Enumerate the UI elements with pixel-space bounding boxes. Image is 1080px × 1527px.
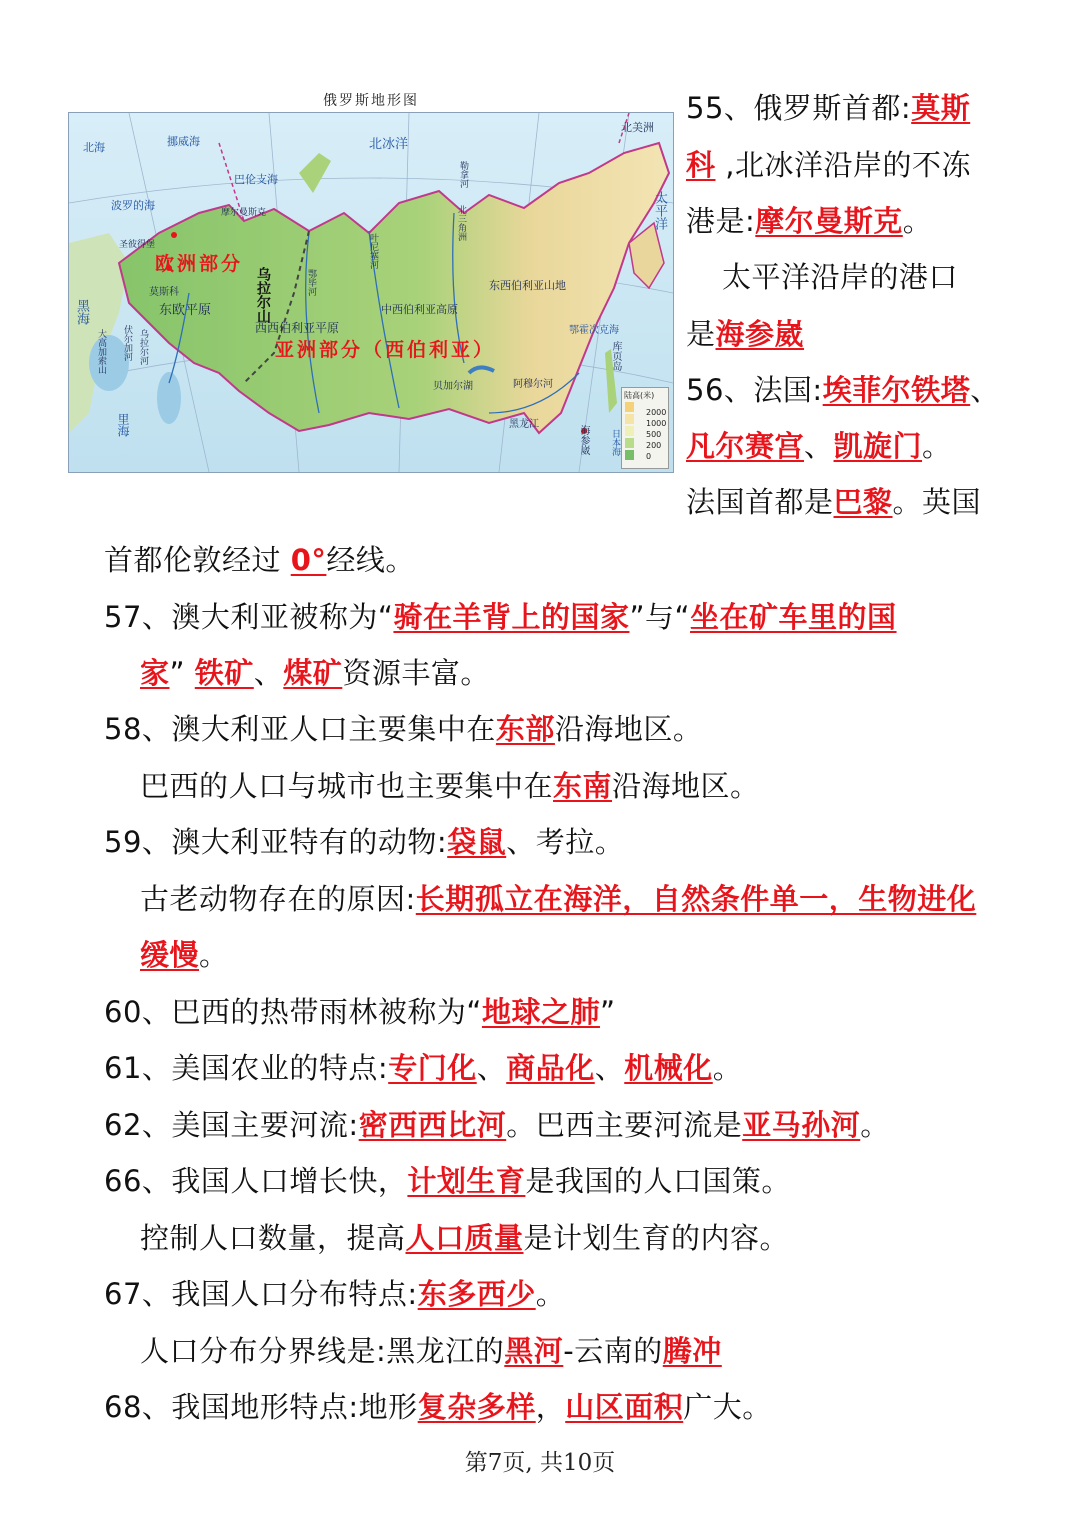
answer-arc: 凯旋门 (833, 429, 923, 463)
map-label-east-siberian-mountains: 东西伯利亚山地 (489, 279, 566, 292)
map-label-west-siberian-plain: 西西伯利亚平原 (255, 321, 340, 335)
map-label-north-america: 北美洲 (621, 121, 654, 134)
map-label-norwegian-sea: 挪威海 (167, 135, 200, 148)
map-label-sea-of-japan: 日本海 (610, 429, 620, 456)
q59-line-3: 缓慢。 (140, 938, 229, 972)
answer-moscow-end: 科 (686, 148, 716, 182)
map-label-sakhalin: 库页岛 (610, 341, 621, 371)
map-label-ob-river: 鄂毕河 (306, 269, 316, 296)
answer-mississippi: 密西西比河 (358, 1108, 507, 1142)
answer-iron: 铁矿 (194, 656, 254, 690)
q55-line-4: 太平洋沿岸的港口 (722, 260, 959, 294)
map-label-moscow: 莫斯科 (149, 287, 179, 298)
answer-moscow: 莫斯 (911, 91, 971, 125)
map-label-black-sea: 黑海 (74, 299, 89, 325)
q57-line-2: 家” 铁矿、煤矿资源丰富。 (140, 656, 490, 690)
answer-paris: 巴黎 (833, 485, 893, 519)
map-label-st-petersburg: 圣彼得堡 (119, 240, 156, 250)
elevation-legend (621, 387, 669, 469)
map-label-volga: 伏尔加河 (122, 325, 132, 361)
q55-line-3: 港是:摩尔曼斯克。 (686, 204, 933, 238)
map-label-arctic-ocean: 北冰洋 (369, 137, 409, 152)
legend-value: 1000 (646, 419, 667, 428)
page-footer: 第7页, 共10页 (464, 1450, 616, 1476)
answer-specialized: 专门化 (388, 1051, 477, 1085)
answer-southeast: 东南 (553, 769, 613, 803)
q59-line-1: 59、澳大利亚特有的动物:袋鼠、考拉。 (104, 825, 625, 859)
russia-terrain-map (68, 88, 674, 473)
map-label-amur: 阿穆尔河 (513, 379, 553, 390)
map-label-baltic-sea: 波罗的海 (111, 199, 155, 212)
answer-family-planning: 计划生育 (407, 1164, 526, 1198)
map-label-east-european-plain: 东欧平原 (159, 303, 212, 318)
q68-line: 68、我国地形特点:地形复杂多样，山区面积广大。 (104, 1390, 772, 1424)
map-label-heilongjiang: 黑龙江 (509, 419, 539, 430)
q56-line-1: 56、法国:埃菲尔铁塔、 (686, 373, 1000, 407)
answer-east-more-west-less: 东多西少 (417, 1277, 536, 1311)
map-label-lena: 勒拿河 (458, 161, 468, 188)
legend-value: 0 (646, 452, 652, 461)
map-label-caucasus: 大高加索山 (96, 329, 106, 374)
answer-east: 东部 (495, 712, 555, 746)
q59-line-2: 古老动物存在的原因:长期孤立在海洋，自然条件单一，生物进化 (140, 882, 977, 916)
q66-line-2: 控制人口数量，提高人口质量是计划生育的内容。 (140, 1221, 790, 1255)
q56-line-2: 凡尔赛宫、凯旋门。 (686, 429, 952, 463)
q61-line: 61、美国农业的特点:专门化、商品化、机械化。 (104, 1051, 743, 1085)
map-label-baikal: 贝加尔湖 (433, 381, 473, 392)
map-title: 俄罗斯地形图 (323, 93, 419, 109)
q60-line: 60、巴西的热带雨林被称为“地球之肺” (104, 995, 616, 1029)
map-label-caspian: 里海 (116, 413, 130, 437)
map-frame (68, 112, 674, 473)
answer-mountain-area: 山区面积 (565, 1390, 684, 1424)
answer-eiffel: 埃菲尔铁塔 (822, 373, 971, 407)
map-label-barents-sea: 巴伦支海 (234, 173, 278, 186)
q56-line-3: 法国首都是巴黎。英国 (686, 485, 982, 519)
map-label-central-siberian-plateau: 中西伯利亚高原 (381, 303, 458, 316)
q62-line: 62、美国主要河流:密西西比河。巴西主要河流是亚马孙河。 (104, 1108, 890, 1142)
map-label-pacific: 太平洋 (652, 191, 667, 230)
answer-mechanized: 机械化 (624, 1051, 713, 1085)
answer-mine-cart: 坐在矿车里的国 (690, 600, 897, 634)
answer-isolation: 长期孤立在海洋，自然条件单一，生物进化 (415, 882, 977, 916)
q55-line-2: 科 ,北冰洋沿岸的不冻 (686, 148, 971, 182)
legend-title: 陆高(米) (624, 391, 655, 400)
q57-line-1: 57、澳大利亚被称为“骑在羊背上的国家”与“坐在矿车里的国 (104, 600, 897, 634)
answer-kangaroo: 袋鼠 (447, 825, 507, 859)
answer-coal: 煤矿 (283, 656, 343, 690)
answer-tengchong: 腾冲 (662, 1334, 722, 1368)
answer-sheep-back: 骑在羊背上的国家 (393, 600, 630, 634)
map-label-yenisei: 叶尼塞河 (368, 233, 378, 269)
map-label-okhotsk: 鄂霍次克海 (569, 325, 619, 336)
q58-line-2: 巴西的人口与城市也主要集中在东南沿海地区。 (140, 769, 760, 803)
q58-line-1: 58、澳大利亚人口主要集中在东部沿海地区。 (104, 712, 703, 746)
answer-murmansk: 摩尔曼斯克 (755, 204, 903, 238)
answer-zero-meridian: 0° (290, 543, 327, 577)
legend-value: 200 (646, 441, 662, 450)
map-label-ural-river: 乌拉尔河 (138, 329, 148, 365)
map-label-north-sea: 北海 (83, 141, 105, 154)
answer-isolation-end: 缓慢 (140, 938, 200, 972)
map-label-europe-part: 欧洲部分 (155, 253, 244, 275)
answer-vladivostok: 海参崴 (715, 317, 805, 351)
q67-line-1: 67、我国人口分布特点:东多西少。 (104, 1277, 566, 1311)
q55-line-1: 55、俄罗斯首都:莫斯 (686, 91, 971, 125)
map-label-murmansk: 摩尔曼斯克 (221, 208, 267, 218)
answer-mine-cart-end: 家 (140, 656, 170, 690)
q67-line-2: 人口分布分界线是:黑龙江的黑河-云南的腾冲 (140, 1334, 722, 1368)
answer-amazon: 亚马孙河 (742, 1108, 861, 1142)
answer-population-quality: 人口质量 (405, 1221, 524, 1255)
q66-line-1: 66、我国人口增长快，计划生育是我国的人口国策。 (104, 1164, 791, 1198)
q56-line-4: 首都伦敦经过 0°经线。 (104, 543, 415, 577)
map-label-asia-part: 亚洲部分（西伯利亚） (275, 339, 496, 361)
answer-versailles: 凡尔赛宫 (686, 429, 805, 463)
answer-commercialized: 商品化 (506, 1051, 595, 1085)
map-label-vladivostok: 海参崴 (578, 425, 589, 455)
legend-value: 2000 (646, 408, 667, 417)
map-label-severnaya: 北三角洲 (456, 205, 466, 241)
q55-line-5: 是海参崴 (686, 317, 805, 351)
legend-value: 500 (646, 430, 662, 439)
map-label-ural-mountains: 乌拉尔山 (255, 267, 271, 323)
answer-heihe: 黑河 (504, 1334, 564, 1368)
answer-complex: 复杂多样 (417, 1390, 536, 1424)
answer-earth-lungs: 地球之肺 (481, 995, 600, 1029)
